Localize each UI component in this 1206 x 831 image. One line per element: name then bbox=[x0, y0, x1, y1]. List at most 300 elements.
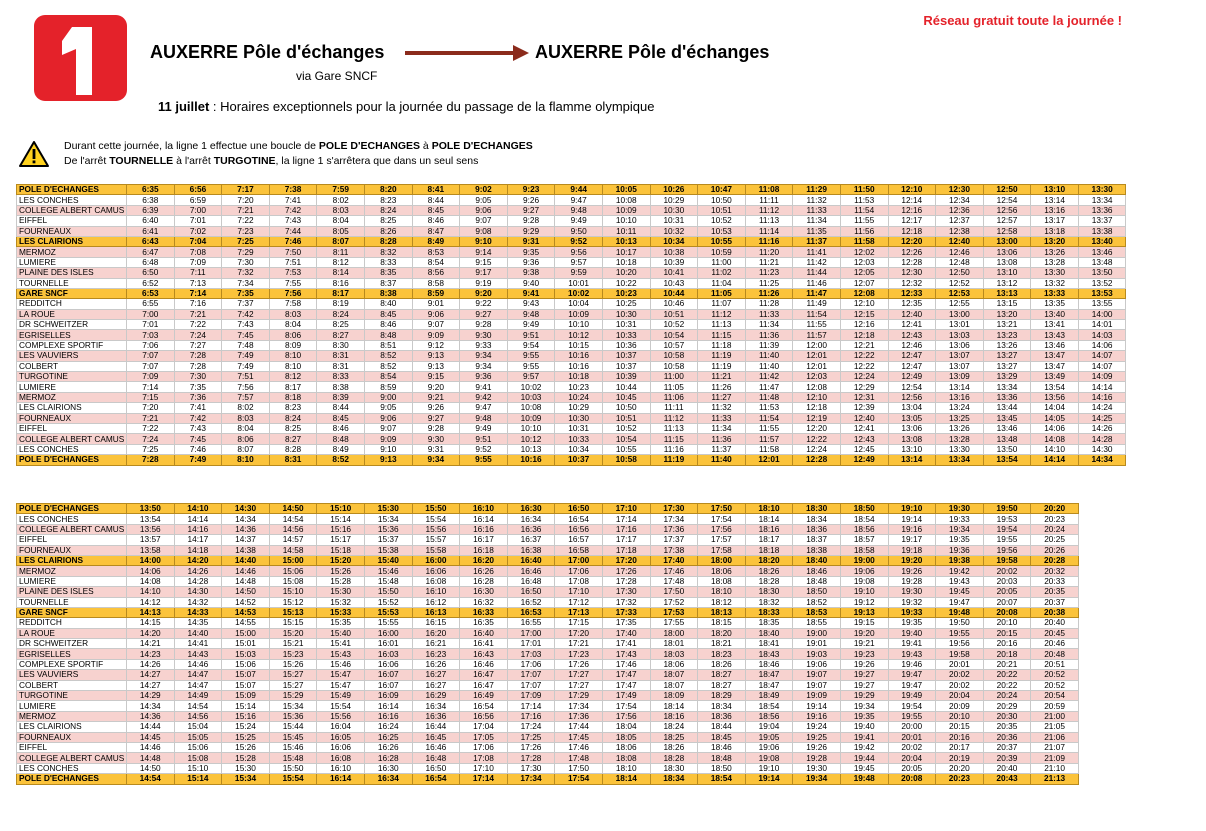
departure-time: 13:47 bbox=[1031, 351, 1079, 361]
departure-time: 18:41 bbox=[745, 639, 793, 649]
departure-time: 10:57 bbox=[650, 340, 698, 350]
departure-time: 7:28 bbox=[174, 351, 222, 361]
departure-time: 8:23 bbox=[364, 195, 412, 205]
stop-name: FOURNEAUX bbox=[17, 545, 127, 555]
departure-time: 11:57 bbox=[793, 330, 841, 340]
departure-time: 8:17 bbox=[317, 288, 365, 298]
departure-time: 17:14 bbox=[602, 514, 650, 524]
departure-time: 16:27 bbox=[412, 670, 460, 680]
departure-time: 19:30 bbox=[888, 587, 936, 597]
timetable-row bbox=[17, 597, 1079, 607]
departure-time: 8:20 bbox=[364, 185, 412, 195]
line-number-glyph bbox=[34, 15, 127, 101]
departure-time: 19:56 bbox=[983, 545, 1031, 555]
departure-time: 7:25 bbox=[222, 236, 270, 246]
departure-time: 16:10 bbox=[412, 587, 460, 597]
timetable-row bbox=[17, 691, 1079, 701]
departure-time: 10:58 bbox=[650, 361, 698, 371]
departure-time: 13:27 bbox=[983, 351, 1031, 361]
stop-name: FOURNEAUX bbox=[17, 413, 127, 423]
departure-time: 19:55 bbox=[936, 628, 984, 638]
departure-time: 6:53 bbox=[127, 288, 175, 298]
departure-time: 13:03 bbox=[936, 330, 984, 340]
departure-time: 14:27 bbox=[127, 680, 175, 690]
departure-time: 16:01 bbox=[364, 639, 412, 649]
departure-time: 13:40 bbox=[1078, 236, 1126, 246]
departure-time: 12:50 bbox=[936, 268, 984, 278]
timetable-row bbox=[17, 680, 1079, 690]
departure-time: 7:29 bbox=[222, 247, 270, 257]
departure-time: 19:43 bbox=[888, 649, 936, 659]
departure-time: 13:50 bbox=[127, 504, 175, 514]
timetable-row bbox=[17, 382, 1126, 392]
departure-time: 18:54 bbox=[840, 514, 888, 524]
departure-time: 10:02 bbox=[555, 288, 603, 298]
departure-time: 15:35 bbox=[317, 618, 365, 628]
timetable-row bbox=[17, 524, 1079, 534]
departure-time: 18:27 bbox=[698, 680, 746, 690]
departure-time: 18:16 bbox=[745, 524, 793, 534]
departure-time: 8:12 bbox=[269, 372, 317, 382]
timetable-row bbox=[17, 774, 1079, 784]
departure-time: 13:28 bbox=[936, 434, 984, 444]
departure-time: 19:36 bbox=[936, 545, 984, 555]
departure-time: 20:19 bbox=[936, 753, 984, 763]
departure-time: 12:56 bbox=[983, 205, 1031, 215]
departure-time: 14:50 bbox=[127, 763, 175, 773]
departure-time: 10:58 bbox=[602, 455, 650, 465]
departure-time: 14:53 bbox=[222, 607, 270, 617]
timetable-row bbox=[17, 659, 1079, 669]
departure-time: 10:13 bbox=[602, 236, 650, 246]
departure-time: 15:07 bbox=[222, 680, 270, 690]
departure-time: 17:30 bbox=[507, 763, 555, 773]
departure-time: 20:46 bbox=[1031, 639, 1079, 649]
departure-time: 18:01 bbox=[650, 639, 698, 649]
departure-time: 19:41 bbox=[840, 732, 888, 742]
departure-time: 10:01 bbox=[555, 278, 603, 288]
departure-time: 7:35 bbox=[222, 288, 270, 298]
departure-time: 14:07 bbox=[1078, 351, 1126, 361]
departure-time: 12:55 bbox=[936, 299, 984, 309]
departure-time: 13:44 bbox=[983, 403, 1031, 413]
departure-time: 15:15 bbox=[269, 618, 317, 628]
departure-time: 9:09 bbox=[412, 330, 460, 340]
departure-time: 17:33 bbox=[602, 607, 650, 617]
departure-time: 18:04 bbox=[602, 722, 650, 732]
departure-time: 10:03 bbox=[507, 392, 555, 402]
departure-time: 18:07 bbox=[650, 670, 698, 680]
departure-time: 10:33 bbox=[555, 434, 603, 444]
departure-time: 19:30 bbox=[936, 504, 984, 514]
departure-time: 9:15 bbox=[412, 372, 460, 382]
departure-time: 15:01 bbox=[222, 639, 270, 649]
departure-time: 8:48 bbox=[364, 330, 412, 340]
departure-time: 14:46 bbox=[174, 659, 222, 669]
departure-time: 8:31 bbox=[269, 455, 317, 465]
departure-time: 20:01 bbox=[936, 659, 984, 669]
departure-time: 10:36 bbox=[602, 340, 650, 350]
departure-time: 18:33 bbox=[745, 607, 793, 617]
departure-time: 12:02 bbox=[840, 247, 888, 257]
departure-time: 11:55 bbox=[745, 423, 793, 433]
departure-time: 7:49 bbox=[174, 455, 222, 465]
departure-time: 7:45 bbox=[222, 330, 270, 340]
departure-time: 18:47 bbox=[745, 670, 793, 680]
departure-time: 14:06 bbox=[127, 566, 175, 576]
departure-time: 8:54 bbox=[412, 257, 460, 267]
departure-time: 10:16 bbox=[555, 351, 603, 361]
departure-time: 11:36 bbox=[745, 330, 793, 340]
departure-time: 19:58 bbox=[936, 649, 984, 659]
info-text: De l'arrêt bbox=[64, 155, 110, 167]
departure-time: 12:21 bbox=[840, 340, 888, 350]
departure-time: 20:17 bbox=[936, 742, 984, 752]
departure-time: 9:59 bbox=[555, 268, 603, 278]
departure-time: 11:55 bbox=[793, 320, 841, 330]
stop-name: LES CLAIRIONS bbox=[17, 403, 127, 413]
departure-time: 18:30 bbox=[793, 504, 841, 514]
departure-time: 7:22 bbox=[127, 423, 175, 433]
departure-time: 8:41 bbox=[412, 185, 460, 195]
departure-time: 19:13 bbox=[840, 607, 888, 617]
departure-time: 11:06 bbox=[650, 392, 698, 402]
departure-time: 10:25 bbox=[602, 299, 650, 309]
departure-time: 14:30 bbox=[1078, 444, 1126, 454]
departure-time: 6:48 bbox=[127, 257, 175, 267]
departure-time: 14:20 bbox=[174, 555, 222, 565]
departure-time: 15:23 bbox=[269, 649, 317, 659]
departure-time: 7:13 bbox=[174, 278, 222, 288]
departure-time: 19:47 bbox=[936, 597, 984, 607]
departure-time: 17:52 bbox=[650, 597, 698, 607]
departure-time: 20:37 bbox=[1031, 597, 1079, 607]
departure-time: 17:30 bbox=[650, 504, 698, 514]
timetable-row bbox=[17, 566, 1079, 576]
departure-time: 10:44 bbox=[650, 288, 698, 298]
departure-time: 15:25 bbox=[222, 732, 270, 742]
departure-time: 11:57 bbox=[745, 434, 793, 444]
departure-time: 7:43 bbox=[222, 320, 270, 330]
departure-time: 17:49 bbox=[602, 691, 650, 701]
departure-time: 8:53 bbox=[412, 247, 460, 257]
departure-time: 10:31 bbox=[555, 423, 603, 433]
departure-time: 16:33 bbox=[460, 607, 508, 617]
departure-time: 16:58 bbox=[555, 545, 603, 555]
departure-time: 14:08 bbox=[127, 576, 175, 586]
departure-time: 10:30 bbox=[650, 205, 698, 215]
departure-time: 13:06 bbox=[936, 340, 984, 350]
departure-time: 8:45 bbox=[412, 205, 460, 215]
departure-time: 7:46 bbox=[174, 444, 222, 454]
departure-time: 6:59 bbox=[174, 195, 222, 205]
departure-time: 10:34 bbox=[650, 236, 698, 246]
departure-time: 11:36 bbox=[698, 434, 746, 444]
departure-time: 11:13 bbox=[650, 423, 698, 433]
departure-time: 14:23 bbox=[127, 649, 175, 659]
departure-time: 11:32 bbox=[698, 403, 746, 413]
departure-time: 20:30 bbox=[983, 711, 1031, 721]
departure-time: 19:03 bbox=[793, 649, 841, 659]
timetable-afternoon bbox=[16, 503, 1079, 785]
departure-time: 16:40 bbox=[460, 628, 508, 638]
departure-time: 13:08 bbox=[888, 434, 936, 444]
departure-time: 17:37 bbox=[650, 535, 698, 545]
departure-time: 13:27 bbox=[983, 361, 1031, 371]
departure-time: 15:24 bbox=[222, 722, 270, 732]
timetable-row bbox=[17, 299, 1126, 309]
departure-time: 14:30 bbox=[222, 504, 270, 514]
departure-time: 10:34 bbox=[555, 444, 603, 454]
departure-time: 13:17 bbox=[1031, 216, 1079, 226]
departure-time: 17:34 bbox=[555, 701, 603, 711]
departure-time: 17:36 bbox=[555, 711, 603, 721]
departure-time: 14:10 bbox=[127, 587, 175, 597]
departure-time: 15:03 bbox=[222, 649, 270, 659]
departure-time: 19:35 bbox=[936, 535, 984, 545]
timetable-row bbox=[17, 226, 1126, 236]
departure-time: 20:45 bbox=[1031, 628, 1079, 638]
departure-time: 10:50 bbox=[602, 403, 650, 413]
departure-time: 7:48 bbox=[222, 340, 270, 350]
departure-time: 10:58 bbox=[650, 351, 698, 361]
departure-time: 8:32 bbox=[364, 247, 412, 257]
departure-time: 7:21 bbox=[174, 309, 222, 319]
departure-time: 13:12 bbox=[983, 278, 1031, 288]
departure-time: 20:52 bbox=[1031, 670, 1079, 680]
departure-time: 12:29 bbox=[840, 382, 888, 392]
stop-name: POLE D'ECHANGES bbox=[17, 504, 127, 514]
departure-time: 13:15 bbox=[983, 299, 1031, 309]
departure-time: 13:10 bbox=[1031, 185, 1079, 195]
timetable-row bbox=[17, 236, 1126, 246]
departure-time: 11:21 bbox=[698, 372, 746, 382]
departure-time: 8:28 bbox=[364, 236, 412, 246]
departure-time: 16:06 bbox=[364, 659, 412, 669]
departure-time: 10:23 bbox=[555, 382, 603, 392]
departure-time: 14:40 bbox=[174, 628, 222, 638]
departure-time: 12:40 bbox=[888, 309, 936, 319]
departure-time: 15:34 bbox=[269, 701, 317, 711]
departure-time: 20:22 bbox=[983, 670, 1031, 680]
departure-time: 12:48 bbox=[936, 257, 984, 267]
departure-time: 18:50 bbox=[793, 587, 841, 597]
departure-time: 15:44 bbox=[269, 722, 317, 732]
departure-time: 12:41 bbox=[840, 423, 888, 433]
departure-time: 7:42 bbox=[174, 413, 222, 423]
departure-time: 11:34 bbox=[745, 320, 793, 330]
departure-time: 12:54 bbox=[888, 382, 936, 392]
departure-time: 9:36 bbox=[460, 372, 508, 382]
departure-time: 14:16 bbox=[1078, 392, 1126, 402]
departure-time: 17:54 bbox=[602, 701, 650, 711]
departure-time: 11:58 bbox=[840, 236, 888, 246]
departure-time: 19:48 bbox=[840, 774, 888, 784]
departure-time: 7:00 bbox=[127, 309, 175, 319]
departure-time: 10:45 bbox=[602, 392, 650, 402]
departure-time: 8:59 bbox=[412, 288, 460, 298]
departure-time: 10:02 bbox=[507, 382, 555, 392]
departure-time: 12:26 bbox=[888, 247, 936, 257]
departure-time: 21:07 bbox=[1031, 742, 1079, 752]
departure-time: 19:20 bbox=[888, 555, 936, 565]
departure-time: 19:45 bbox=[840, 763, 888, 773]
departure-time: 13:29 bbox=[983, 372, 1031, 382]
departure-time: 19:40 bbox=[840, 722, 888, 732]
departure-time: 6:55 bbox=[127, 299, 175, 309]
departure-time: 12:10 bbox=[793, 392, 841, 402]
departure-time: 12:32 bbox=[888, 278, 936, 288]
timetable-row bbox=[17, 587, 1079, 597]
departure-time: 9:36 bbox=[507, 257, 555, 267]
departure-time: 11:25 bbox=[745, 278, 793, 288]
departure-time: 13:04 bbox=[888, 403, 936, 413]
departure-time: 11:34 bbox=[793, 216, 841, 226]
departure-time: 16:16 bbox=[364, 711, 412, 721]
departure-time: 9:55 bbox=[460, 455, 508, 465]
departure-time: 19:32 bbox=[888, 597, 936, 607]
departure-time: 20:51 bbox=[1031, 659, 1079, 669]
departure-time: 8:37 bbox=[364, 278, 412, 288]
departure-time: 18:36 bbox=[793, 524, 841, 534]
departure-time: 10:30 bbox=[555, 413, 603, 423]
departure-time: 7:32 bbox=[222, 268, 270, 278]
departure-time: 8:46 bbox=[364, 320, 412, 330]
departure-time: 20:21 bbox=[983, 659, 1031, 669]
departure-time: 10:51 bbox=[698, 205, 746, 215]
departure-time: 8:39 bbox=[317, 392, 365, 402]
departure-time: 17:29 bbox=[555, 691, 603, 701]
departure-time: 19:41 bbox=[888, 639, 936, 649]
departure-time: 17:26 bbox=[555, 659, 603, 669]
departure-time: 7:21 bbox=[222, 205, 270, 215]
departure-time: 17:56 bbox=[602, 711, 650, 721]
departure-time: 19:14 bbox=[888, 514, 936, 524]
departure-time: 19:44 bbox=[840, 753, 888, 763]
departure-time: 8:04 bbox=[269, 320, 317, 330]
departure-time: 14:43 bbox=[174, 649, 222, 659]
departure-time: 17:08 bbox=[555, 576, 603, 586]
departure-time: 13:26 bbox=[983, 340, 1031, 350]
departure-time: 12:18 bbox=[840, 330, 888, 340]
departure-time: 12:08 bbox=[793, 382, 841, 392]
departure-time: 19:42 bbox=[936, 566, 984, 576]
departure-time: 17:54 bbox=[555, 774, 603, 784]
departure-time: 7:02 bbox=[174, 226, 222, 236]
info-line-1 bbox=[64, 139, 533, 154]
departure-time: 11:05 bbox=[698, 288, 746, 298]
departure-time: 19:34 bbox=[840, 701, 888, 711]
departure-time: 12:22 bbox=[793, 434, 841, 444]
departure-time: 9:56 bbox=[555, 247, 603, 257]
departure-time: 15:57 bbox=[412, 535, 460, 545]
departure-time: 10:44 bbox=[602, 382, 650, 392]
departure-time: 17:16 bbox=[507, 711, 555, 721]
departure-time: 8:24 bbox=[364, 205, 412, 215]
departure-time: 14:54 bbox=[174, 701, 222, 711]
departure-time: 8:07 bbox=[317, 236, 365, 246]
departure-time: 7:09 bbox=[127, 372, 175, 382]
departure-time: 11:19 bbox=[698, 361, 746, 371]
departure-time: 14:00 bbox=[1078, 309, 1126, 319]
departure-time: 20:07 bbox=[983, 597, 1031, 607]
departure-time: 18:30 bbox=[745, 587, 793, 597]
departure-time: 12:56 bbox=[888, 392, 936, 402]
departure-time: 13:33 bbox=[1031, 288, 1079, 298]
departure-time: 15:26 bbox=[222, 742, 270, 752]
departure-time: 8:49 bbox=[317, 444, 365, 454]
departure-time: 15:40 bbox=[317, 628, 365, 638]
departure-time: 17:46 bbox=[555, 742, 603, 752]
departure-time: 8:11 bbox=[317, 247, 365, 257]
departure-time: 8:27 bbox=[317, 330, 365, 340]
departure-time: 19:28 bbox=[793, 753, 841, 763]
departure-time: 18:00 bbox=[698, 555, 746, 565]
timetable-row bbox=[17, 185, 1126, 195]
stop-name: PLAINE DES ISLES bbox=[17, 587, 127, 597]
departure-time: 13:16 bbox=[936, 392, 984, 402]
departure-time: 12:43 bbox=[888, 330, 936, 340]
departure-time: 11:26 bbox=[745, 288, 793, 298]
departure-time: 18:52 bbox=[793, 597, 841, 607]
departure-time: 11:49 bbox=[793, 299, 841, 309]
departure-time: 16:15 bbox=[412, 618, 460, 628]
departure-time: 8:06 bbox=[222, 434, 270, 444]
departure-time: 20:24 bbox=[983, 691, 1031, 701]
departure-time: 18:25 bbox=[650, 732, 698, 742]
departure-time: 15:38 bbox=[364, 545, 412, 555]
departure-time: 8:38 bbox=[364, 288, 412, 298]
departure-time: 10:10 bbox=[602, 216, 650, 226]
departure-time: 14:30 bbox=[174, 587, 222, 597]
departure-time: 19:47 bbox=[888, 680, 936, 690]
departure-time: 18:21 bbox=[698, 639, 746, 649]
departure-time: 7:01 bbox=[127, 320, 175, 330]
departure-time: 13:16 bbox=[1031, 205, 1079, 215]
departure-time: 7:30 bbox=[174, 372, 222, 382]
departure-time: 8:06 bbox=[269, 330, 317, 340]
departure-time: 14:01 bbox=[1078, 320, 1126, 330]
departure-time: 7:59 bbox=[317, 185, 365, 195]
departure-time: 16:52 bbox=[507, 597, 555, 607]
departure-time: 16:23 bbox=[412, 649, 460, 659]
departure-time: 8:46 bbox=[317, 423, 365, 433]
departure-time: 11:40 bbox=[745, 351, 793, 361]
departure-time: 11:46 bbox=[793, 278, 841, 288]
departure-time: 13:58 bbox=[127, 545, 175, 555]
departure-time: 14:10 bbox=[174, 504, 222, 514]
departure-time: 14:38 bbox=[222, 545, 270, 555]
departure-time: 17:10 bbox=[460, 763, 508, 773]
departure-time: 19:33 bbox=[888, 607, 936, 617]
departure-time: 14:14 bbox=[1031, 455, 1079, 465]
departure-time: 15:40 bbox=[364, 555, 412, 565]
departure-time: 9:55 bbox=[507, 361, 555, 371]
departure-time: 14:28 bbox=[174, 576, 222, 586]
departure-time: 11:00 bbox=[650, 372, 698, 382]
departure-time: 8:56 bbox=[412, 268, 460, 278]
departure-time: 14:33 bbox=[174, 607, 222, 617]
stop-name: LA ROUE bbox=[17, 309, 127, 319]
departure-time: 18:40 bbox=[745, 628, 793, 638]
departure-time: 17:32 bbox=[602, 597, 650, 607]
departure-time: 12:45 bbox=[840, 444, 888, 454]
departure-time: 17:07 bbox=[507, 680, 555, 690]
departure-time: 11:35 bbox=[793, 226, 841, 236]
departure-time: 17:13 bbox=[555, 607, 603, 617]
departure-time: 15:05 bbox=[174, 732, 222, 742]
departure-time: 10:55 bbox=[698, 236, 746, 246]
